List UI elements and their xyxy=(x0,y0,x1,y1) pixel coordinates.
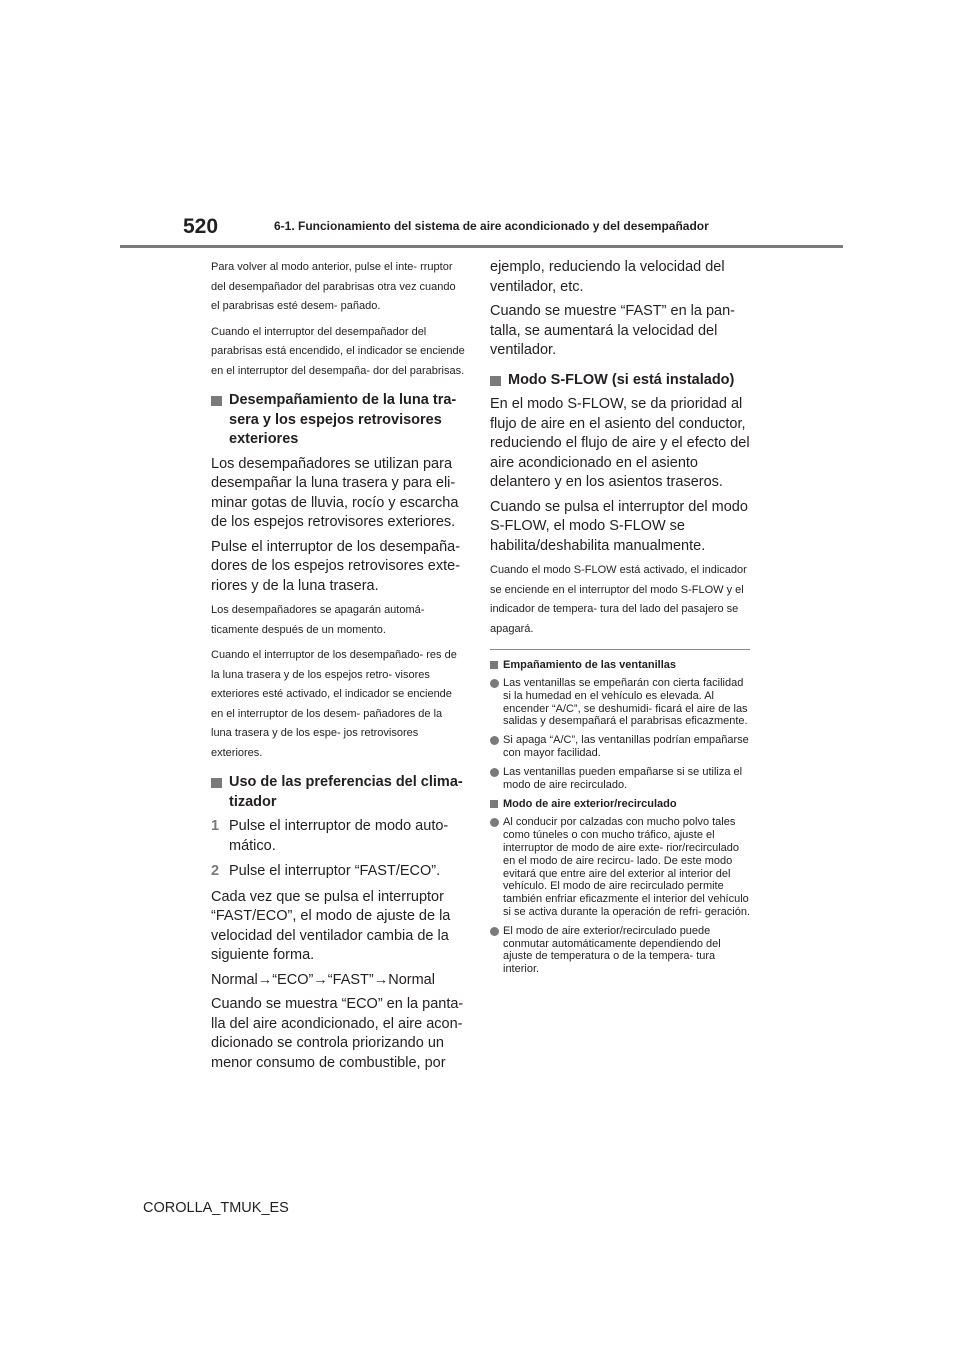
footer-code: COROLLA_TMUK_ES xyxy=(143,1200,289,1216)
mode-sequence: Normal→“ECO”→“FAST”→Normal xyxy=(211,971,435,988)
header-rule xyxy=(120,245,843,248)
circle-bullet-icon xyxy=(490,679,499,688)
body-paragraph: Cada vez que se pulsa el interruptor “FAST/ECO”, el modo de ajuste de la velocidad del ventilador cambia de la siguiente forma. xyxy=(211,888,451,963)
heading-text: Modo S-FLOW (si está instalado) xyxy=(508,371,735,388)
section-heading xyxy=(211,773,465,812)
square-bullet-icon xyxy=(211,396,222,406)
step-text: Pulse el interruptor “FAST/ECO”. xyxy=(229,863,441,879)
heading-text: Desempañamiento de la luna tra- sera y los espejos retrovisores exteriores xyxy=(229,392,457,447)
square-bullet-icon xyxy=(490,661,498,669)
circle-bullet-icon xyxy=(490,818,499,827)
bullet-item xyxy=(490,734,752,760)
body-paragraph: En el modo S-FLOW, se da prioridad al flujo de aire en el asiento del conductor, reduciendo el flujo de aire y el efecto del aire acondicionado en el asiento delantero y en los asientos traseros. xyxy=(490,396,750,490)
bullet-item xyxy=(490,677,752,728)
section-heading xyxy=(490,371,752,391)
body-paragraph: Pulse el interruptor de los desempaña- dores de los espejos retrovisores exte- riores y de la luna trasera. xyxy=(211,538,461,594)
note-paragraph: Cuando el modo S-FLOW está activado, el indicador se enciende en el interruptor del modo S-FLOW y el indicador de tempera- tura del lado del pasajero se apagará. xyxy=(490,564,747,635)
circle-bullet-icon xyxy=(490,736,499,745)
bullet-text: El modo de aire exterior/recirculado puede conmutar automáticamente dependiendo del ajuste de temperatura o de la tempera- tura interior. xyxy=(503,924,721,976)
step-item xyxy=(211,862,465,882)
page-header xyxy=(120,212,843,246)
step-number: 1 xyxy=(211,818,220,834)
page-number: 520 xyxy=(183,215,219,238)
left-column xyxy=(211,258,465,1078)
body-paragraph: Cuando se pulsa el interruptor del modo S-FLOW, el modo S-FLOW se habilita/deshabilita manualmente. xyxy=(490,498,748,554)
info-heading-text: Empañamiento de las ventanillas xyxy=(503,659,677,671)
body-paragraph: Cuando se muestra “ECO” en la panta- lla del aire acondicionado, el aire acon- dicionado se controla priorizando un menor consumo de combustible, por xyxy=(211,996,464,1071)
section-title: 6-1. Funcionamiento del sistema de aire acondicionado y del desempañador xyxy=(274,219,709,233)
body-paragraph: Los desempañadores se utilizan para desempañar la luna trasera y para eli- minar gotas de lluvia, rocío y escarcha de los espejos retrovisores exteriores. xyxy=(211,455,459,530)
note-paragraph: Los desempañadores se apagarán automá- ticamente después de un momento. xyxy=(211,604,425,636)
info-heading xyxy=(490,797,752,811)
bullet-text: Las ventanillas se empeñarán con cierta facilidad si la humedad en el vehículo es elevada. Al encender “A/C”, se deshumidi- ficará el aire de las salidas y desempañará el parabrisas eficazmente. xyxy=(503,677,748,728)
bullet-item xyxy=(490,766,752,792)
step-text: Pulse el interruptor de modo auto- mático. xyxy=(229,818,449,854)
note-paragraph: Para volver al modo anterior, pulse el inte- rruptor del desempañador del parabrisas otra vez cuando el parabrisas esté desem- pañado. xyxy=(211,261,456,312)
right-column xyxy=(490,258,752,982)
body-paragraph: Cuando se muestre “FAST” en la pan- talla, se aumentará la velocidad del ventilador. xyxy=(490,303,736,358)
info-heading-text: Modo de aire exterior/recirculado xyxy=(503,798,677,811)
circle-bullet-icon xyxy=(490,927,499,936)
section-heading xyxy=(211,391,465,450)
square-bullet-icon xyxy=(490,800,498,808)
bullet-text: Si apaga “A/C”, las ventanillas podrían empañarse con mayor facilidad. xyxy=(503,734,749,759)
bullet-text: Las ventanillas pueden empañarse si se utiliza el modo de aire recirculado. xyxy=(503,765,743,791)
divider xyxy=(490,649,750,650)
bullet-item xyxy=(490,816,752,918)
body-paragraph: ejemplo, reduciendo la velocidad del ventilador, etc. xyxy=(490,259,725,295)
circle-bullet-icon xyxy=(490,768,499,777)
info-heading xyxy=(490,658,752,672)
square-bullet-icon xyxy=(490,376,501,386)
step-item xyxy=(211,817,465,856)
note-paragraph: Cuando el interruptor de los desempañado- res de la luna trasera y de los espejos retro- visores exteriores esté activado, el indicador se enciende en el interruptor de los desem- pañadores de la luna trasera y de los espe- jos retrovisores exteriores. xyxy=(211,649,457,759)
bullet-text: Al conducir por calzadas con mucho polvo tales como túneles o con mucho tráfico, ajuste el interruptor de modo de aire exte- rior/recirculado en el modo de aire recircu- lado. De este modo evitará que entre aire del exterior al interior del vehículo. El modo de aire recirculado permite también enfriar eficazmente el interior del vehículo si se activa durante la operación de refri- geración. xyxy=(503,816,751,918)
square-bullet-icon xyxy=(211,778,222,788)
bullet-item xyxy=(490,925,752,976)
note-paragraph: Cuando el interruptor del desempañador del parabrisas está encendido, el indicador se enciende en el interruptor del desempaña- dor del parabrisas. xyxy=(211,325,465,377)
heading-text: Uso de las preferencias del clima- tizador xyxy=(229,774,463,810)
step-number: 2 xyxy=(211,863,220,879)
